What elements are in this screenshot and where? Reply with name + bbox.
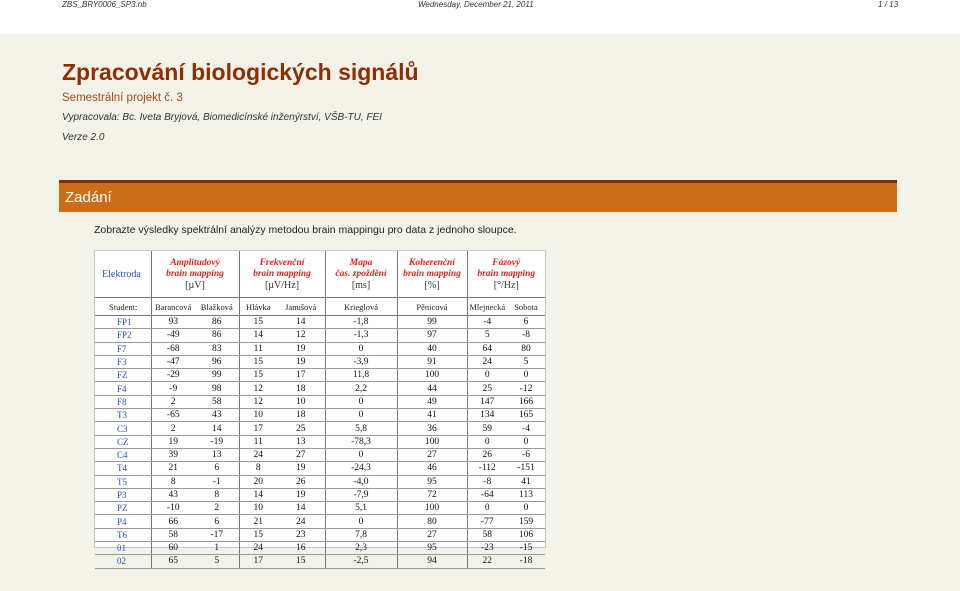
electrode-label: T4 [95,462,151,475]
table-cell: 5 [467,329,507,342]
student-name: Janušová [277,298,325,316]
table-cell: 95 [397,475,467,488]
table-cell: 17 [239,422,277,435]
table-cell: 10 [277,395,325,408]
table-row [95,342,545,355]
table-cell: 60 [151,542,195,555]
task-text: Zobrazte výsledky spektrální analýzy metodou brain mappingu pro data z jednoho sloupce. [94,224,517,236]
table-cell: 6 [195,462,239,475]
table-cell: 17 [277,369,325,382]
student-name: Hlávka [239,298,277,316]
table-cell: 98 [195,382,239,395]
table-row [95,355,545,368]
table-cell: -4,0 [325,475,397,488]
table-cell: -2,5 [325,555,397,568]
table-cell: 11,8 [325,369,397,382]
table-cell: 66 [151,515,195,528]
student-name: Blažková [195,298,239,316]
table-cell: 0 [325,448,397,461]
table-cell: 8 [151,475,195,488]
table-cell: 96 [195,355,239,368]
table-cell: 19 [277,342,325,355]
table-row [95,462,545,475]
student-name: Barancová [151,298,195,316]
table-cell: 10 [239,502,277,515]
table-row [95,475,545,488]
table-cell: 18 [277,409,325,422]
table-cell: 11 [239,435,277,448]
table-row [95,542,545,555]
table-cell: 27 [277,448,325,461]
table-cell: 39 [151,448,195,461]
student-name: Krieglová [325,298,397,316]
table-cell: 134 [467,409,507,422]
table-cell: 5,8 [325,422,397,435]
table-cell: 0 [507,502,545,515]
table-cell: 43 [151,488,195,501]
table-cell: 24 [239,542,277,555]
table-row [95,316,545,329]
table-cell: 19 [151,435,195,448]
table-cell: 17 [239,555,277,568]
table-cell: 100 [397,435,467,448]
table-cell: 13 [277,435,325,448]
table-cell: 25 [467,382,507,395]
file-name: ZBS_BRY0006_SP3.nb [62,0,147,9]
table-cell: -78,3 [325,435,397,448]
table-cell: 7,8 [325,528,397,541]
table-row [95,369,545,382]
table-cell: 15 [239,369,277,382]
table-cell: 44 [397,382,467,395]
table-cell: 2 [151,422,195,435]
table-cell: -65 [151,409,195,422]
table-cell: 12 [239,395,277,408]
electrode-label: CZ [95,435,151,448]
table-cell: 99 [397,316,467,329]
document-title: Zpracování biologických signálů [62,59,419,85]
table-cell: -10 [151,502,195,515]
table-cell: 64 [467,342,507,355]
table-cell: 24 [277,515,325,528]
table-cell: 23 [277,528,325,541]
electrode-label: FZ [95,369,151,382]
table-cell: 0 [467,435,507,448]
table-cell: 0 [507,369,545,382]
table-cell: 0 [325,342,397,355]
author-line: Vypracovala: Bc. Iveta Bryjová, Biomedicínské inženýrství, VŠB-TU, FEI [62,112,382,123]
table-cell: 18 [277,382,325,395]
table-cell: -3,9 [325,355,397,368]
table-cell: 0 [325,515,397,528]
table-cell: 14 [277,316,325,329]
table-cell: 49 [397,395,467,408]
table-cell: -8 [507,329,545,342]
results-table [95,251,545,569]
table-cell: -1,3 [325,329,397,342]
table-cell: 113 [507,488,545,501]
table-cell: 80 [397,515,467,528]
table-cell: 25 [277,422,325,435]
table-cell: 43 [195,409,239,422]
table-cell: 14 [239,329,277,342]
table-cell: 83 [195,342,239,355]
table-cell: 93 [151,316,195,329]
table-cell: 12 [239,382,277,395]
table-cell: 58 [467,528,507,541]
table-cell: 19 [277,488,325,501]
table-cell: 106 [507,528,545,541]
table-cell: 100 [397,369,467,382]
page-counter: 1 / 13 [878,0,899,9]
electrode-label: T3 [95,409,151,422]
table-cell: 16 [277,542,325,555]
section-header[interactable] [59,180,897,212]
table-cell: -23 [467,542,507,555]
student-name: Mlejnecká [467,298,507,316]
table-row [95,515,545,528]
electrode-label: F7 [95,342,151,355]
table-cell: 65 [151,555,195,568]
table-cell: 58 [195,395,239,408]
table-cell: 6 [507,316,545,329]
table-cell: 72 [397,488,467,501]
table-cell: 36 [397,422,467,435]
table-cell: -29 [151,369,195,382]
electrode-header: Elektroda [95,251,151,298]
table-row [95,422,545,435]
electrode-label: C3 [95,422,151,435]
table-cell: -18 [507,555,545,568]
electrode-label: F8 [95,395,151,408]
table-cell: -6 [507,448,545,461]
table-cell: 13 [195,448,239,461]
electrode-label: T6 [95,528,151,541]
table-row [95,382,545,395]
table-cell: -12 [507,382,545,395]
table-cell: -24,3 [325,462,397,475]
table-cell: 21 [151,462,195,475]
table-cell: 24 [467,355,507,368]
table-cell: 5 [507,355,545,368]
table-cell: -7,9 [325,488,397,501]
table-row [95,528,545,541]
table-cell: 6 [195,515,239,528]
table-cell: 15 [277,555,325,568]
table-cell: 10 [239,409,277,422]
section-title: Zadání [65,189,112,206]
table-row [95,488,545,501]
table-cell: 26 [467,448,507,461]
table-cell: 20 [239,475,277,488]
table-cell: 159 [507,515,545,528]
table-cell: 40 [397,342,467,355]
table-body [95,316,545,569]
table-cell: 91 [397,355,467,368]
table-cell: -9 [151,382,195,395]
print-date: Wednesday, December 21, 2011 [418,0,534,9]
table-cell: 94 [397,555,467,568]
document-page [0,34,960,591]
table-cell: -4 [507,422,545,435]
table-cell: -64 [467,488,507,501]
table-row [95,395,545,408]
table-cell: 27 [397,448,467,461]
table-cell: 97 [397,329,467,342]
table-cell: 41 [397,409,467,422]
table-cell: 2 [151,395,195,408]
table-cell: 5 [195,555,239,568]
table-cell: 41 [507,475,545,488]
results-table-image [94,250,546,567]
document-subtitle: Semestrální projekt č. 3 [62,92,183,104]
table-cell: 8 [195,488,239,501]
student-name: Pěnicová [397,298,467,316]
table-cell: 86 [195,316,239,329]
table-cell: 0 [507,435,545,448]
table-cell: 22 [467,555,507,568]
electrode-label: FP2 [95,329,151,342]
table-cell: 46 [397,462,467,475]
table-cell: -17 [195,528,239,541]
version-line: Verze 2.0 [62,132,105,143]
table-cell: 0 [325,395,397,408]
electrode-label: C4 [95,448,151,461]
group-header: Mapa čas. zpoždění [ms] [325,251,397,298]
group-header: Frekvenční brain mapping [µV/Hz] [239,251,325,298]
table-cell: -47 [151,355,195,368]
table-cell: 0 [467,502,507,515]
table-cell: 58 [151,528,195,541]
table-cell: -19 [195,435,239,448]
page-header [0,0,960,34]
table-cell: 11 [239,342,277,355]
table-row [95,502,545,515]
table-cell: 8 [239,462,277,475]
table-cell: 19 [277,462,325,475]
table-cell: 19 [277,355,325,368]
electrode-label: T5 [95,475,151,488]
table-cell: 2,3 [325,542,397,555]
table-cell: 95 [397,542,467,555]
table-cell: 26 [277,475,325,488]
table-cell: 100 [397,502,467,515]
table-cell: 86 [195,329,239,342]
table-row [95,329,545,342]
student-label: Student: [95,298,151,316]
table-cell: 15 [239,528,277,541]
table-cell: -1,8 [325,316,397,329]
electrode-label: FP1 [95,316,151,329]
table-cell: -49 [151,329,195,342]
table-row [95,555,545,568]
table-cell: 15 [239,355,277,368]
table-cell: -68 [151,342,195,355]
group-header: Amplitudový brain mapping [µV] [151,251,239,298]
table-cell: -77 [467,515,507,528]
table-cell: 166 [507,395,545,408]
group-header: Fázový brain mapping [°/Hz] [467,251,545,298]
table-cell: 0 [467,369,507,382]
electrode-label: 02 [95,555,151,568]
student-row [95,298,545,316]
table-cell: 14 [195,422,239,435]
table-cell: -8 [467,475,507,488]
table-cell: 24 [239,448,277,461]
table-cell: 2,2 [325,382,397,395]
table-cell: 12 [277,329,325,342]
table-cell: 15 [239,316,277,329]
table-cell: 147 [467,395,507,408]
table-cell: 27 [397,528,467,541]
table-header-row [95,251,545,298]
table-cell: 5,1 [325,502,397,515]
table-cell: 165 [507,409,545,422]
electrode-label: F4 [95,382,151,395]
student-name: Sobota [507,298,545,316]
table-cell: 80 [507,342,545,355]
table-cell: 0 [325,409,397,422]
table-cell: -151 [507,462,545,475]
table-cell: 14 [277,502,325,515]
electrode-label: 01 [95,542,151,555]
table-cell: -4 [467,316,507,329]
table-cell: -1 [195,475,239,488]
electrode-label: P3 [95,488,151,501]
table-row [95,409,545,422]
table-row [95,435,545,448]
table-cell: -15 [507,542,545,555]
table-cell: -112 [467,462,507,475]
group-header: Koherenční brain mapping [%] [397,251,467,298]
electrode-label: F3 [95,355,151,368]
table-cell: 2 [195,502,239,515]
table-cell: 14 [239,488,277,501]
table-cell: 99 [195,369,239,382]
table-row [95,448,545,461]
table-cell: 59 [467,422,507,435]
table-cell: 1 [195,542,239,555]
electrode-label: PZ [95,502,151,515]
table-cell: 21 [239,515,277,528]
electrode-label: P4 [95,515,151,528]
